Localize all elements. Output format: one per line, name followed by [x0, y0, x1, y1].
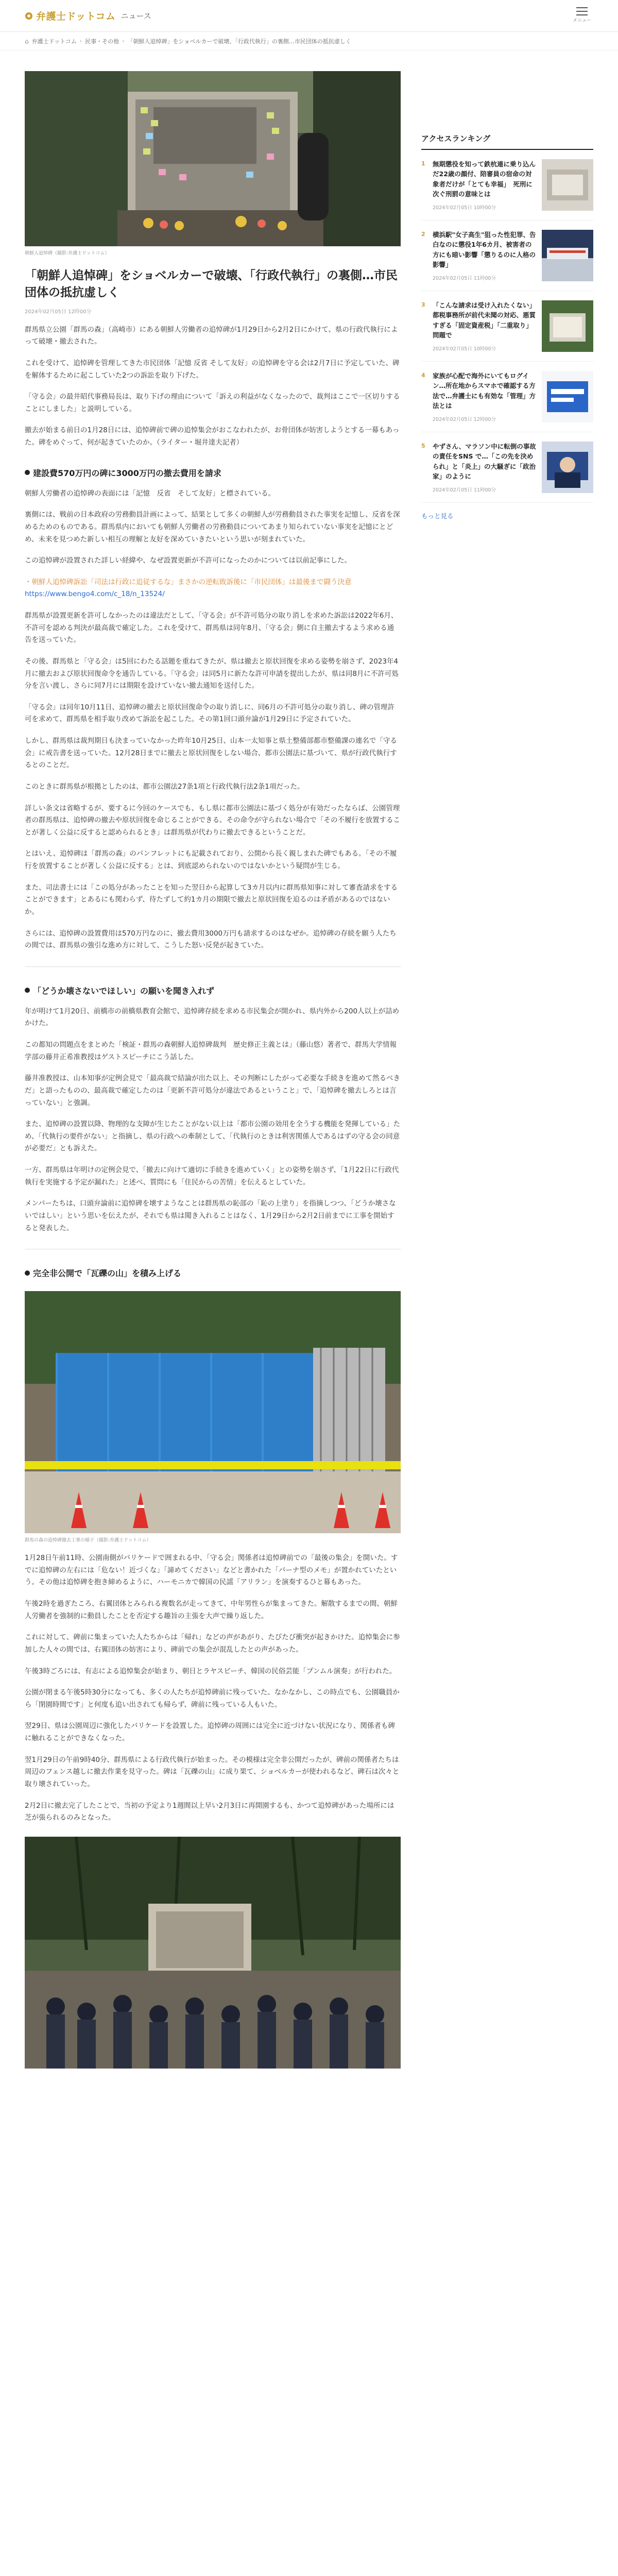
- ranking-item[interactable]: [421, 291, 593, 362]
- more-ranking-link[interactable]: もっと見る: [421, 512, 454, 520]
- paragraph: 藤井准教授は、山本知事が定例会見で「最高裁で結論が出た以上、その判断にしたがって必要な手続きを進めて然るべきだ」と語ったものの、最高裁で確定したのは「更新不許可処分が違法であるということ」で、「追悼碑を撤去しろとは言っていない」と強調。: [25, 1074, 400, 1107]
- paragraph: この都知の問題点をまとめた「検証・群馬の森朝鮮人追悼碑裁判 歴史修正主義とは」（藤山悠）著者で、群馬大学情報学部の藤井正希准教授はゲストスピーチにこう話した。: [25, 1041, 397, 1061]
- related-article-url[interactable]: https://www.bengo4.com/c_18/n_13524/: [25, 590, 165, 599]
- paragraph: 「守る会」は同年10月11日、追悼碑の撤去と原状回復命令の取り消しに、同6月の不許可処分の取り消し、碑の管理許可を求めて、群馬県を相手取り改めて訴訟を起こした。その第1回口頭弁論が1月29日に予定されていた。: [25, 703, 394, 724]
- crowd-photo: [25, 1837, 401, 2069]
- ranking-thumbnail: [542, 300, 593, 352]
- section-heading: 「どうか壊さないでほしい」の願いを聞き入れず: [25, 985, 401, 996]
- paragraph: しかし、群馬県は裁判期日も決まっていなかった昨年10月25日、山本一太知事と県土整備部都市整備課の連名で「守る会」に戒告書を送っていた。12月28日までに撤去と原状回復をしない場合、都市公園法に基づいて、県が行政代執行するとのことだ。: [25, 737, 397, 770]
- paragraph: 群馬県立公園「群馬の森」（高崎市）にある朝鮮人労働者の追悼碑が1月29日から2月2日にかけて、県の行政代執行によって破壊・撤去された。: [25, 325, 398, 346]
- paragraph: 公園が閉まる午後5時30分になっても、多くの人たちが追悼碑前に残っていた。なかなかし、この時点でも、公園職員から「閉園時間です」と何度も追い出されても帰らず、碑前に残っている人もいた。: [25, 1688, 400, 1709]
- home-icon[interactable]: ⌂: [25, 37, 29, 45]
- menu-label: メニュー: [572, 18, 591, 23]
- site-name: 弁護士ドットコム: [36, 11, 116, 22]
- article: [25, 71, 401, 2069]
- rank-number: 4: [421, 372, 425, 379]
- paragraph: また、追悼碑の設置以降、物理的な支障が生じたことがない以上は「都市公園の効用を全うする機能を発揮している」ため、「代執行の要件がない」と指摘し、県の行政への牽制として、「代執行のときは利害関係人であるはずの守る会の同意が必要だ」とも訴えた。: [25, 1120, 400, 1153]
- rank-number: 3: [421, 301, 425, 308]
- ranking-thumbnail: [542, 442, 593, 493]
- photo-caption: 群馬の森の追悼碑撤去工事の様子（撮影:弁護士ドットコム）: [25, 1538, 151, 1544]
- section-heading: 完全非公開で「瓦礫の山」を積み上げる: [25, 1267, 401, 1279]
- ranking-item[interactable]: [421, 150, 593, 221]
- menu-button[interactable]: [573, 7, 591, 23]
- paragraph: 午後3時ごろには、有志による追悼集会が始まり、朝日とラヤスピーチ、韓国の民俗芸能「プンムル演奏」が行われた。: [25, 1667, 397, 1675]
- paragraph: これを受けて、追悼碑を管理してきた市民団体「記憶 反省 そして友好」の追悼碑を守る会は2月7日に予定していた、碑を解体するために起こしていた2つの訴訟を取り下げた。: [25, 359, 400, 380]
- hero-image: [25, 71, 401, 246]
- paragraph: また、司法書士には「この処分があったことを知った翌日から起算して3カ月以内に群馬県知事に対して審査請求をすることができます」とあるにも関わらず、待たずして約1カ月の期限で撤去と原状回復を迫るのは矛盾があるのではないか。: [25, 883, 398, 916]
- site-header: [0, 0, 618, 32]
- bullet-icon: [25, 470, 30, 475]
- paragraph: 裏側には、戦前の日本政府の労務動員計画によって、結果として多くの朝鮮人が労務動員された事実を記憶し、反省を深めるためのものである。群馬県内においても朝鮮人労働者の労務動員についてあまり知られていない事実を記憶にとどめ、未来を見つめた新しい相互の理解と友好を深めていきたいという思いが刻まれていた。: [25, 511, 400, 544]
- ranking-item-title: やずさん、マラソン中に転倒の事故の責任をSNS で…「この先を決められ」と「炎上」の大騒ぎに「政治家」のように: [433, 443, 536, 481]
- logo-icon: [25, 12, 33, 20]
- paragraph: メンバーたちは、口頭弁論前に追悼碑を壊すようなことは群馬県の恥部の「恥の上塗り」を指摘しつつ、「どうか壊さないではしい」という思いを伝えたが、それでも県は聞き入れることはなく、1月29日から2月2日前までに工事を開始すると発表した。: [25, 1199, 396, 1232]
- paragraph: 群馬県が設置更新を許可しなかったのは違法だとして、「守る会」が不許可処分の取り消しを求めた訴訟は2022年6月、不許可を認める判決が最高裁で確定した。これを受けて、群馬県は同年8月、「守る会」側に自主撤去するよう求める通告を送っていた。: [25, 612, 398, 645]
- article-title: 「朝鮮人追悼碑」をショベルカーで破壊、「行政代執行」の裏側…市民団体の抵抗虚しく: [25, 269, 398, 300]
- article-body: [25, 324, 401, 2069]
- paragraph: さらには、追悼碑の設置費用は570万円なのに、撤去費用3000万円も請求するのはなぜか。追悼碑の存続を願う人たちの間では、群馬県の強引な進め方に対して、こうした怒い反発が起きていた。: [25, 929, 397, 950]
- paragraph: 年が明けて1月20日、前橋市の前橋県教育会館で、追悼碑存続を求める市民集会が開かれ、県内外から200人以上が詰めかけた。: [25, 1007, 400, 1028]
- ranking-item-date: 2024年02月05日 11時00分: [433, 275, 496, 281]
- hamburger-icon: [576, 7, 588, 15]
- breadcrumb-current: 「朝鮮人追悼碑」をショベルカーで破壊、「行政代執行」の裏側…市民団体の抵抗虚しく: [127, 38, 351, 45]
- breadcrumb: [0, 32, 618, 50]
- site-logo[interactable]: [25, 9, 151, 23]
- related-article-title[interactable]: ・朝鮮人追悼碑訴訟「司法は行政に追従するな」まさかの逆転敗訴後に「市民団体」は最後まで闘う決意: [25, 578, 352, 586]
- paragraph: 朝鮮人労働者の追悼碑の表面には「記憶 反省 そして友好」と標されている。: [25, 489, 275, 498]
- ranking-item-title: 横浜駅"女子高生"狙った性犯罪、告白なのに懲役1年6カ月、被害者の方にも暗い影響「懲りるのに人格の影響」: [433, 231, 536, 269]
- chevron-right-icon: ›: [79, 38, 82, 44]
- ranking-item[interactable]: [421, 221, 593, 291]
- paragraph: 「守る会」の最井昭代事務局長は、取り下げの理由について「訴えの利益がなくなったので、裁判はここで一区切りすることにしました」と説明している。: [25, 393, 400, 413]
- paragraph: これに対して、碑前に集まっていた人たちからは「帰れ」などの声があがり、たびたび衝突が起きかけた。追悼集会に参加した人々の間では、右翼団体の妨害により、碑前での集会が混乱したとの声があった。: [25, 1633, 400, 1654]
- paragraph: 翌1月29日の午前9時40分、群馬県による行政代執行が始まった。その模様は完全非公開だったが、碑前の関係者たちは周辺のフェンス越しに撤去作業を見守った。碑は「瓦礫の山」に成り果て、ショベルカーが使われるなど、碑石は次々と取り壊されていった。: [25, 1755, 400, 1788]
- breadcrumb-category[interactable]: 民事・その他: [85, 38, 119, 45]
- bullet-icon: [25, 988, 30, 993]
- rank-number: 5: [421, 443, 425, 449]
- paragraph: とはいえ、追悼碑は「群馬の森」のパンフレットにも記載されており、公開から長く親しまれた碑でもある。「その不履行を放置することが著しく公益に反する」とは、到底認められないのではないかという疑問が生じる。: [25, 850, 397, 871]
- ranking-item-title: 無期懲役を知って鉄杭連に乗り込んだ22歳の顔付、陪審員の宿命の対象者だけが「とても幸福」 死刑に次ぐ刑罰の意味とは: [433, 160, 536, 198]
- ranking-item-title: 「こんな請求は受け入れたくない」都税事務所が前代未聞の対応、悪質すぎる「固定資産税」「二重取り」問題で: [433, 301, 536, 340]
- breadcrumb-home[interactable]: 弁護士ドットコム: [31, 38, 77, 45]
- paragraph: 午後2時を過ぎたころ、右翼団体とみられる複数名が走ってきて、中年男性らが集まってきた。解散するまでの間、朝鮮人労働者を強制的に動員したことを否定する趣旨の主張を大声で繰り返した。: [25, 1600, 398, 1620]
- paragraph: 翌29日、県は公園周辺に強化したバリケードを設置した。追悼碑の周囲には完全に近づけない状況になり、関係者も碑に触れることができなくなった。: [25, 1722, 395, 1743]
- paragraph: この追悼碑が設置された詳しい経緯や、なぜ設置更新が不許可になったのかについては以前記事にした。: [25, 556, 351, 565]
- section-name: ニュース: [121, 11, 151, 21]
- rank-number: 1: [421, 160, 425, 167]
- ranking-item-date: 2024年02月05日 10時00分: [433, 205, 496, 211]
- sidebar: [421, 71, 593, 2069]
- bullet-icon: [25, 1270, 30, 1276]
- paragraph: 1月28日午前11時、公園南側がバリケードで囲まれる中、「守る会」関係者は追悼碑前での「最後の集会」を開いた。すでに追悼碑の左右には「危ない！近づくな」「諦めてください」などと書かれた「バーナ型のメモ」が置かれていたという。その他は追悼碑を抱き締めるように、ハーモニカで韓国の民謡「アリラン」を演奏するひと幕もあった。: [25, 1554, 398, 1587]
- paragraph: 一方、群馬県は年明けの定例会見で、「撤去に向けて適切に手続きを進めていく」との姿勢を崩さず、「1月22日に行政代執行を実施する予定が漏れた」と述べ、質問にも「住民からの苦情」を伝えるとしていた。: [25, 1166, 399, 1187]
- related-article-link[interactable]: [25, 577, 401, 601]
- paragraph: 撤去が始まる前日の1月28日には、追悼碑前で碑の追悼集会がおこなわれたが、お骨団体が妨害しようとする一幕もあった。碑をめぐって、何が起きていたのか。（ライター・堀井達夫記者）: [25, 426, 400, 447]
- ranking-item-title: 家族が心配で海外にいてもログイン…所在地からスマホで確認する方法で…弁護士にも有効な「管理」方法とは: [433, 372, 536, 410]
- ranking-item-date: 2024年02月05日 11時00分: [433, 487, 496, 493]
- paragraph: 2月2日に撤去完了したことで、当初の予定より1週間以上早い2月3日に再開園するも、かつて追悼碑があった場所には芝が張られるのみとなった。: [25, 1801, 394, 1822]
- article-date: 2024年02月05日 12時00分: [25, 309, 92, 315]
- chevron-right-icon: ›: [122, 38, 125, 44]
- section-heading: 建設費570万円の碑に3000万円の撤去費用を請求: [25, 467, 401, 479]
- ranking-item[interactable]: [421, 362, 593, 432]
- rank-number: 2: [421, 231, 425, 238]
- ranking-item-date: 2024年02月05日 10時00分: [433, 346, 496, 352]
- ranking-thumbnail: [542, 371, 593, 422]
- hero-caption: 朝鮮人追悼碑（撮影:弁護士ドットコム）: [25, 251, 110, 256]
- ranking-thumbnail: [542, 230, 593, 281]
- ranking-item-date: 2024年02月05日 12時00分: [433, 416, 496, 422]
- paragraph: 詳しい条文は省略するが、要するに今回のケースでも、もし県に都市公園法に基づく処分が有効だったならば、公園管理者の群馬県は、追悼碑の撤去や原状回復を命じることができる。その命令が守られない場合で「その不履行を放置することが著しく公益に反すると認められるとき」は群馬県が代わりに撤去できるということだ。: [25, 804, 400, 837]
- paragraph: このときに群馬県が根拠としたのは、都市公園法27条1項と行政代執行法2条1項だった。: [25, 782, 304, 791]
- ranking-item[interactable]: [421, 432, 593, 503]
- paragraph: その後、群馬県と「守る会」は5回にわたる話題を重ねてきたが、県は撤去と原状回復を求める姿勢を崩さず、2023年4月に撤去および原状回復命令を通告している。「守る会」は同5月に新たな許可申請を提出したが、県は同8月に不許可処分を言い渡し、さらに同7月には期限を設けていない撤去通知を送付した。: [25, 657, 399, 690]
- ranking-title: アクセスランキング: [421, 133, 593, 150]
- ranking-thumbnail: [542, 159, 593, 211]
- construction-photo: [25, 1291, 401, 1533]
